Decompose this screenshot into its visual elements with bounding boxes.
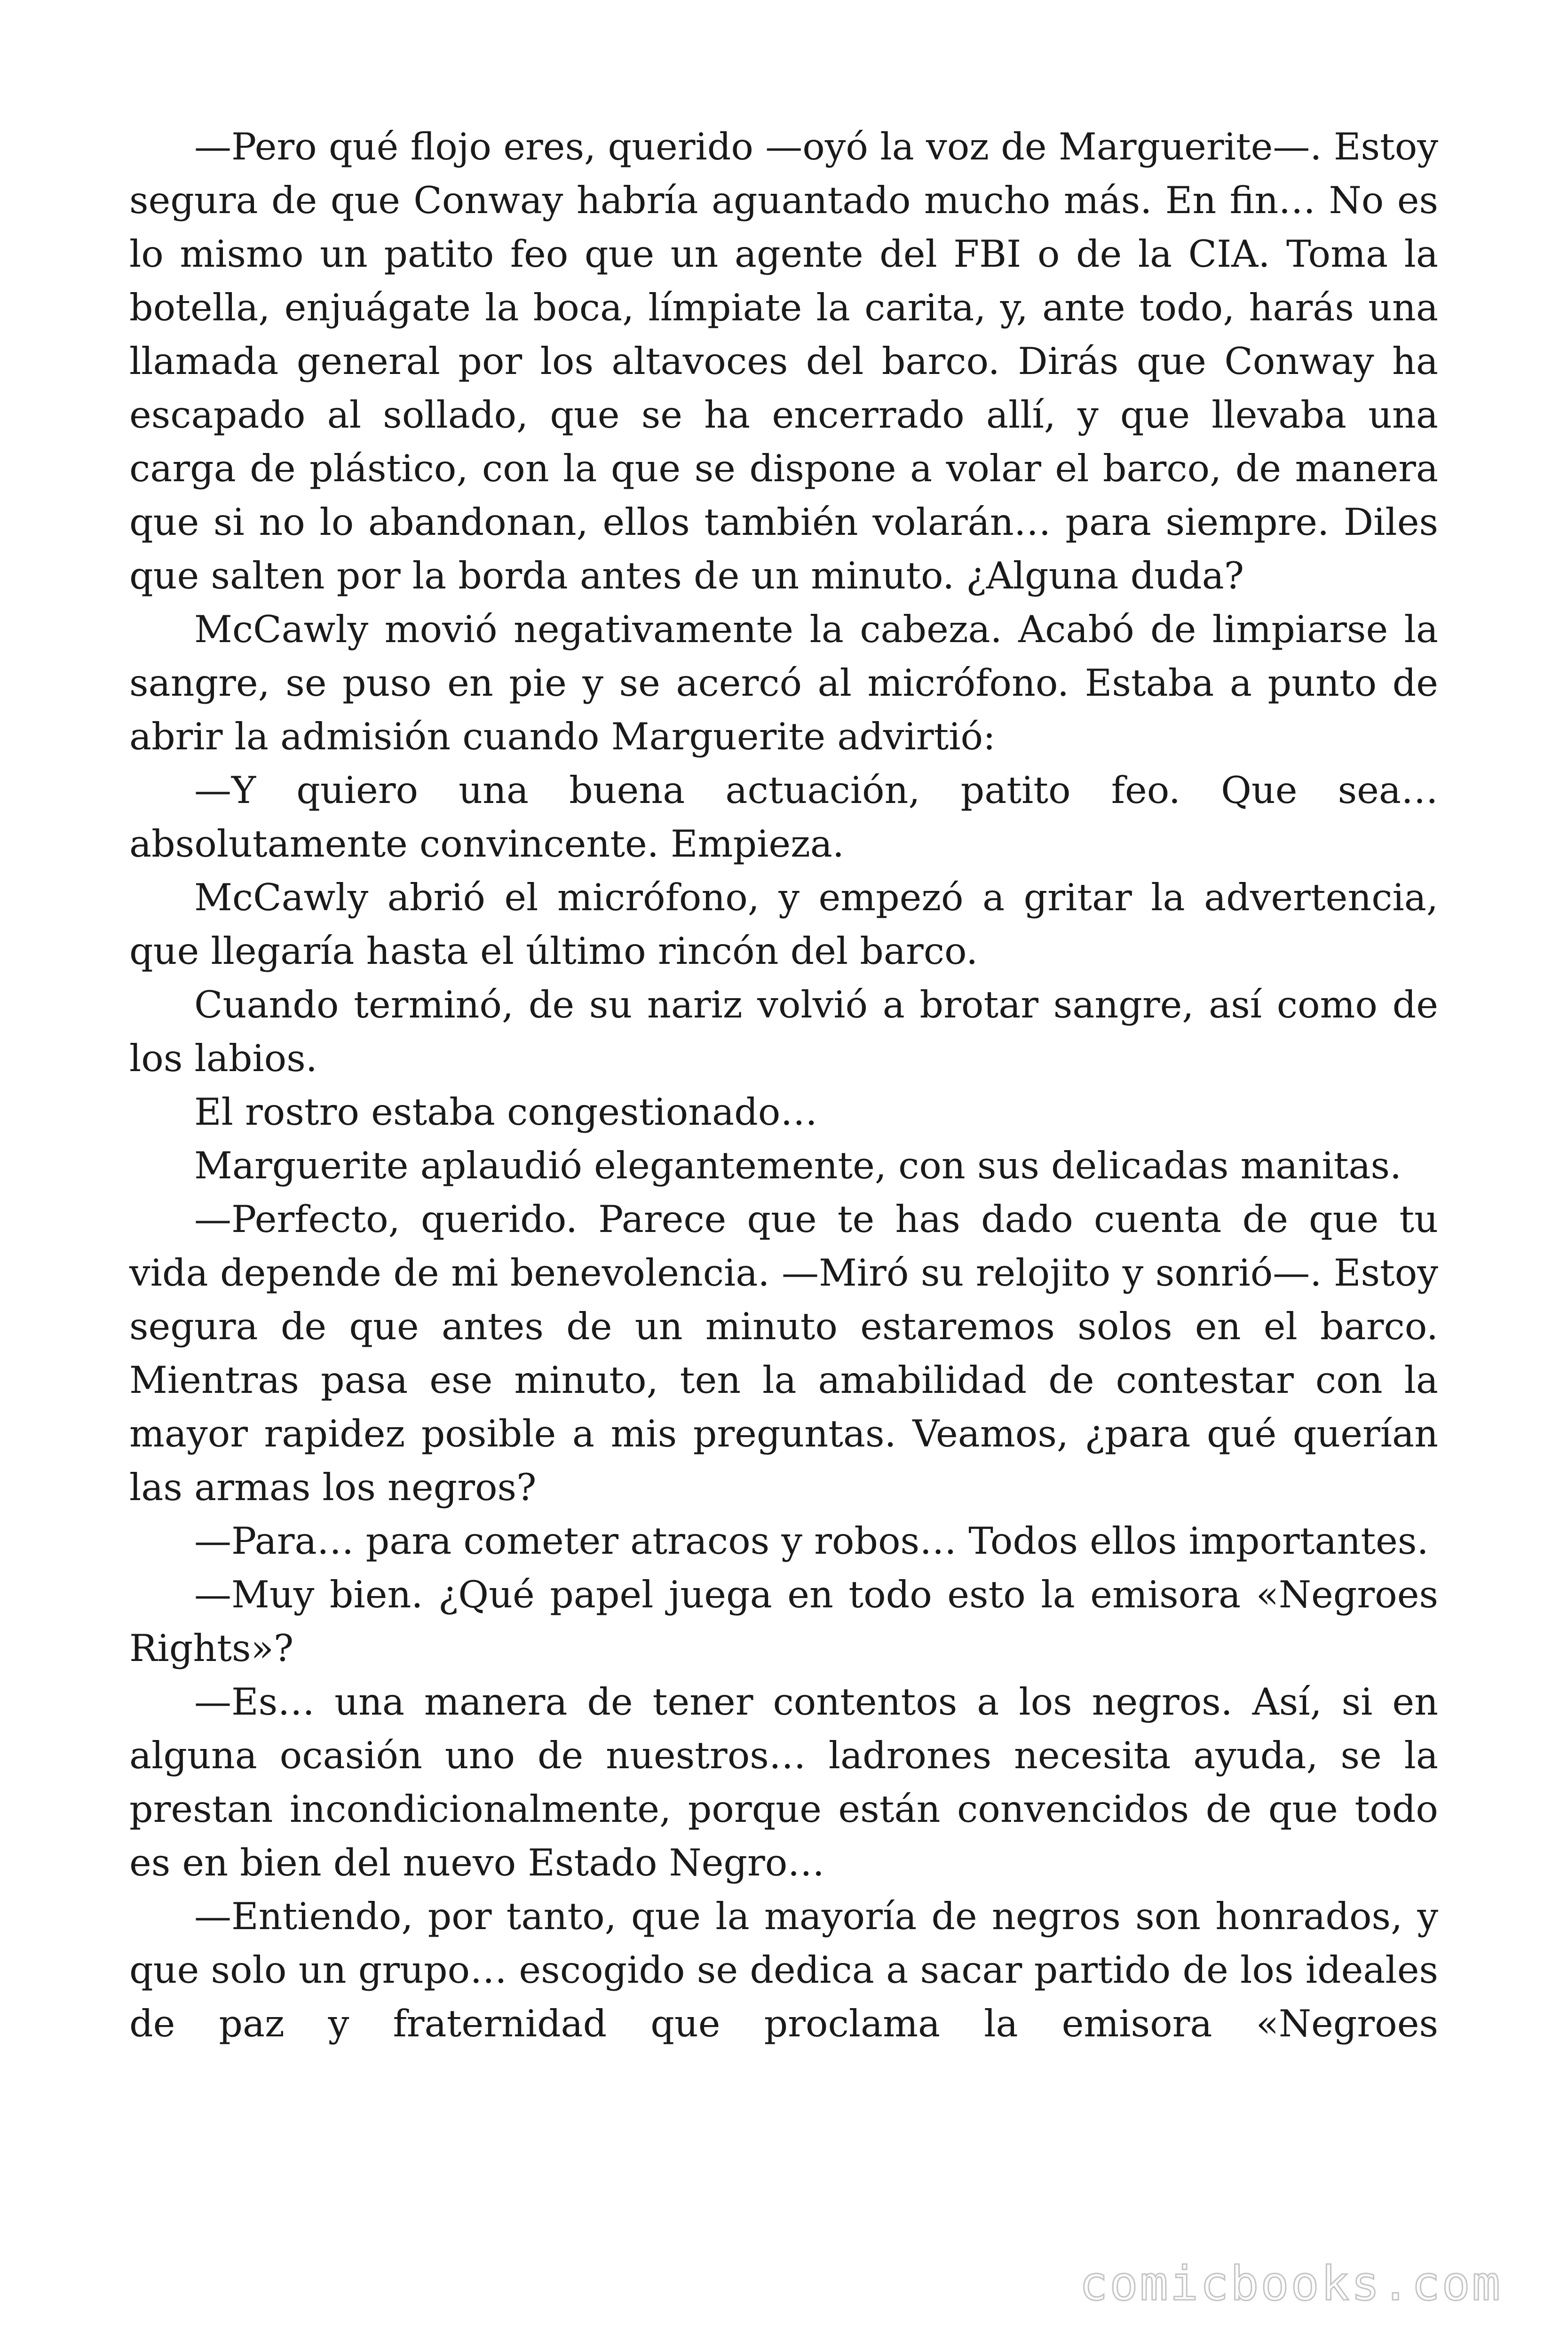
paragraph-8: —Perfecto, querido. Parece que te has dado cuenta de que tu vida depende de mi benevolencia. —Miró su relojito y sonrió—. Estoy segura de que antes de un minuto estaremos solos en el barco. Mientras pasa ese minuto, ten la amabilidad de contestar con la mayor rapidez posible a mis preguntas. Veamos, ¿para qué querían las armas los negros? (129, 1198, 1438, 1509)
body-text (129, 120, 1438, 2050)
paragraph-5: Cuando terminó, de su nariz volvió a brotar sangre, así como de los labios. (129, 983, 1438, 1080)
paragraph-10: —Muy bien. ¿Qué papel juega en todo esto la emisora «Negroes Rights»? (129, 1573, 1438, 1670)
site-watermark: comicbooks.com (1079, 2256, 1502, 2311)
paragraph-11: —Es… una manera de tener contentos a los negros. Así, si en alguna ocasión uno de nuestros… ladrones necesita ayuda, se la prestan incondicionalmente, porque están convencidos de que todo es en bien del nuevo Estado Negro… (129, 1680, 1438, 1884)
paragraph-3: —Y quiero una buena actuación, patito feo. Que sea… absolutamente convincente. Empieza. (129, 769, 1438, 866)
paragraph-12: —Entiendo, por tanto, que la mayoría de negros son honrados, y que solo un grupo… escogido se dedica a sacar partido de los ideales de paz y fraternidad que proclama la emisora «Negroes (129, 1895, 1438, 2045)
paragraph-1: —Pero qué flojo eres, querido —oyó la voz de Marguerite—. Estoy segura de que Conway habría aguantado mucho más. En fin… No es lo mismo un patito feo que un agente del FBI o de la CIA. Toma la botella, enjuágate la boca, límpiate la carita, y, ante todo, harás una llamada general por los altavoces del barco. Dirás que Conway ha escapado al sollado, que se ha encerrado allí, y que llevaba una carga de plástico, con la que se dispone a volar el barco, de manera que si no lo abandonan, ellos también volarán… para siempre. Diles que salten por la borda antes de un minuto. ¿Alguna duda? (129, 125, 1438, 597)
paragraph-6: El rostro estaba congestionado… (194, 1090, 818, 1134)
paragraph-9: —Para… para cometer atracos y robos… Todos ellos importantes. (194, 1519, 1429, 1563)
paragraph-4: McCawly abrió el micrófono, y empezó a gritar la advertencia, que llegaría hasta el último rincón del barco. (129, 876, 1438, 973)
paragraph-2: McCawly movió negativamente la cabeza. Acabó de limpiarse la sangre, se puso en pie y se acercó al micrófono. Estaba a punto de abrir la admisión cuando Marguerite advirtió: (129, 608, 1438, 758)
paragraph-7: Marguerite aplaudió elegantemente, con sus delicadas manitas. (194, 1144, 1402, 1187)
